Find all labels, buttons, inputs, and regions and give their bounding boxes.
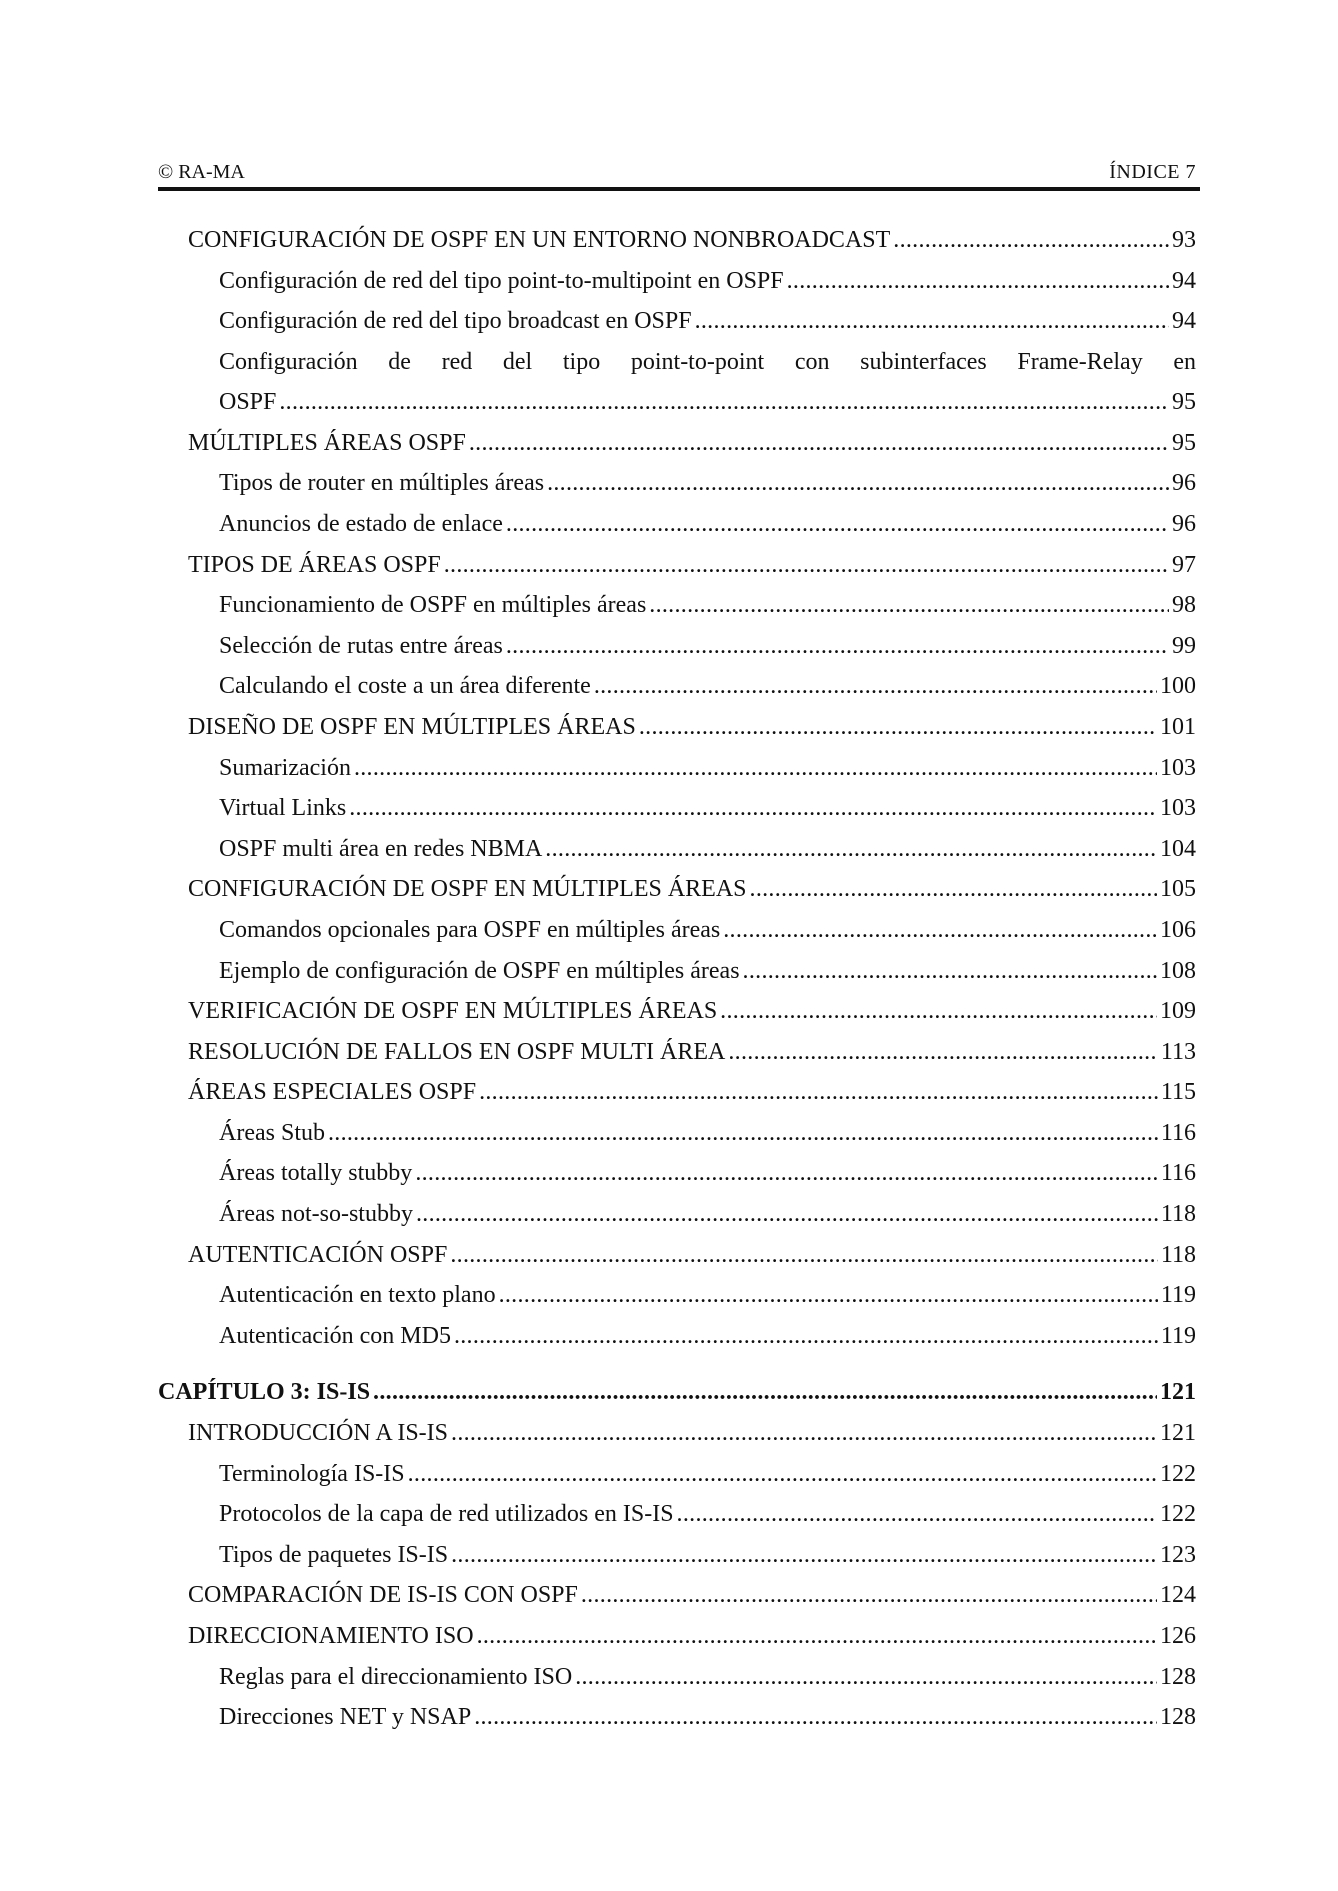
toc-entry[interactable]: [158, 1275, 1196, 1316]
toc-page-number: 94: [1172, 267, 1196, 294]
toc-page-number: 124: [1160, 1582, 1196, 1609]
toc-page-number: 106: [1160, 916, 1196, 943]
dot-leader: [750, 869, 1157, 910]
dot-leader: [547, 463, 1169, 504]
toc-entry[interactable]: [158, 1072, 1196, 1113]
toc-entry-title: Funcionamiento de OSPF en múltiples áreas: [219, 592, 647, 619]
dot-leader: [450, 1235, 1158, 1276]
toc-entry[interactable]: [158, 1153, 1196, 1194]
toc-entry[interactable]: [158, 788, 1196, 829]
dot-leader: [454, 1316, 1158, 1357]
toc-entry[interactable]: [158, 1194, 1196, 1235]
toc-entry-title: Tipos de paquetes IS-IS: [219, 1541, 449, 1568]
toc-entry-title: ÁREAS ESPECIALES OSPF: [188, 1079, 477, 1106]
toc-entry[interactable]: [158, 1413, 1196, 1454]
toc-entry[interactable]: [158, 1697, 1196, 1738]
toc-entry[interactable]: [158, 261, 1196, 302]
toc-page-number: 126: [1160, 1623, 1196, 1649]
toc-entry[interactable]: [158, 220, 1196, 261]
dot-leader: [728, 1032, 1158, 1073]
toc-entry-title: Comandos opcionales para OSPF en múltiples áreas: [219, 916, 721, 943]
toc-entry[interactable]: [158, 1454, 1196, 1495]
dot-leader: [594, 666, 1157, 707]
toc-page-number: 108: [1160, 957, 1196, 984]
dot-leader: [328, 1113, 1158, 1154]
toc-entry[interactable]: [158, 504, 1196, 545]
toc-page-number: 95: [1172, 429, 1196, 456]
toc-entry-title: Áreas not-so-stubby: [219, 1201, 413, 1228]
dot-leader: [499, 1275, 1158, 1316]
toc-entry[interactable]: [158, 423, 1196, 464]
toc-entry-title: Autenticación con MD5: [219, 1322, 451, 1349]
toc-page-number: 96: [1172, 510, 1196, 537]
toc-entry-title: Direcciones NET y NSAP: [219, 1704, 472, 1731]
toc-entry[interactable]: [158, 342, 1196, 423]
toc-page-number: 101: [1160, 713, 1196, 740]
dot-leader: [415, 1153, 1158, 1194]
toc-entry-title: Áreas Stub: [219, 1119, 325, 1146]
dot-leader: [893, 220, 1169, 261]
toc-entry[interactable]: [158, 910, 1196, 951]
toc-entry[interactable]: [158, 748, 1196, 789]
toc-entry-title: Configuración de red del tipo point-to-multipoint en OSPF: [219, 267, 784, 294]
dot-leader: [416, 1194, 1158, 1235]
dot-leader: [451, 1535, 1157, 1576]
dot-leader: [506, 504, 1169, 545]
dot-leader: [349, 788, 1157, 829]
toc-page-number: 118: [1160, 1201, 1196, 1228]
toc-page-number: 122: [1160, 1460, 1196, 1487]
toc-entry[interactable]: [158, 1235, 1196, 1276]
toc-page-number: 115: [1160, 1079, 1196, 1106]
toc-entry-title: OSPF multi área en redes NBMA: [219, 835, 543, 862]
toc-entry-title: Tipos de router en múltiples áreas: [219, 470, 545, 497]
toc-entry-title: Anuncios de estado de enlace: [219, 510, 503, 537]
toc-entry-title: Reglas para el direccionamiento ISO: [219, 1663, 573, 1690]
toc-entry-title: Áreas totally stubby: [219, 1160, 413, 1187]
dot-leader: [787, 261, 1169, 302]
dot-leader: [474, 1697, 1157, 1738]
toc-entry-title: Protocolos de la capa de red utilizados en IS-IS: [219, 1501, 674, 1528]
toc-page-number: 128: [1160, 1704, 1196, 1731]
dot-leader: [677, 1494, 1157, 1535]
toc-page-number: 121: [1160, 1420, 1196, 1447]
dot-leader: [408, 1454, 1157, 1495]
table-of-contents: [158, 220, 1196, 1738]
toc-entry[interactable]: [158, 1616, 1196, 1657]
toc-entry[interactable]: [158, 1494, 1196, 1535]
toc-entry-title: TIPOS DE ÁREAS OSPF: [188, 551, 441, 578]
toc-entry-title: Calculando el coste a un área diferente: [219, 673, 591, 700]
toc-entry-title: CONFIGURACIÓN DE OSPF EN UN ENTORNO NONBROADCAST: [188, 227, 891, 253]
toc-entry-title: Configuración de red del tipo broadcast en OSPF: [219, 308, 692, 335]
toc-entry[interactable]: [158, 1535, 1196, 1576]
toc-entry-title: DISEÑO DE OSPF EN MÚLTIPLES ÁREAS: [188, 713, 636, 740]
toc-entry[interactable]: [158, 869, 1196, 910]
toc-page-number: 119: [1160, 1282, 1196, 1309]
toc-entry-title: RESOLUCIÓN DE FALLOS EN OSPF MULTI ÁREA: [188, 1038, 726, 1065]
toc-entry[interactable]: [158, 707, 1196, 748]
toc-page-number: 113: [1160, 1038, 1196, 1065]
dot-leader: [723, 910, 1157, 951]
toc-entry-title: CAPÍTULO 3: IS-IS: [158, 1379, 371, 1406]
toc-entry[interactable]: [158, 951, 1196, 992]
dot-leader: [639, 707, 1157, 748]
running-header: [158, 159, 1200, 191]
toc-entry-title: CONFIGURACIÓN DE OSPF EN MÚLTIPLES ÁREAS: [188, 876, 747, 903]
dot-leader: [743, 951, 1157, 992]
publisher-label: © RA-MA: [158, 161, 245, 183]
toc-entry[interactable]: [158, 1657, 1196, 1698]
toc-entry[interactable]: [158, 626, 1196, 667]
toc-page-number: 103: [1160, 795, 1196, 822]
dot-leader: [373, 1372, 1157, 1413]
toc-entry-title-line1: Configuración de red del tipo point-to-point con subinterfaces Frame-Relay en: [219, 348, 1196, 375]
dot-leader: [575, 1657, 1157, 1698]
toc-entry[interactable]: [158, 301, 1196, 342]
dot-leader: [545, 829, 1157, 870]
dot-leader: [720, 991, 1157, 1032]
toc-page-number: 121: [1160, 1379, 1196, 1406]
toc-page-number: 100: [1160, 673, 1196, 700]
toc-entry[interactable]: [158, 829, 1196, 870]
toc-entry[interactable]: [158, 585, 1196, 626]
dot-leader: [451, 1413, 1157, 1454]
dot-leader: [469, 423, 1169, 464]
toc-page-number: 97: [1172, 551, 1196, 578]
toc-entry-title: AUTENTICACIÓN OSPF: [188, 1241, 448, 1268]
toc-entry[interactable]: [158, 1113, 1196, 1154]
toc-page-number: 95: [1172, 389, 1196, 416]
toc-entry[interactable]: [158, 1032, 1196, 1073]
dot-leader: [649, 585, 1169, 626]
toc-page-number: 96: [1172, 470, 1196, 497]
toc-entry-title: Selección de rutas entre áreas: [219, 632, 503, 659]
toc-entry-title: Sumarización: [219, 754, 351, 781]
toc-entry[interactable]: [158, 666, 1196, 707]
toc-page-number: 122: [1160, 1501, 1196, 1528]
toc-entry-title: VERIFICACIÓN DE OSPF EN MÚLTIPLES ÁREAS: [188, 998, 718, 1025]
dot-leader: [477, 1616, 1157, 1657]
toc-entry-title: Virtual Links: [219, 795, 347, 822]
toc-page-number: 128: [1160, 1663, 1196, 1690]
dot-leader: [581, 1575, 1157, 1616]
toc-entry[interactable]: [158, 463, 1196, 504]
dot-leader: [506, 626, 1169, 667]
toc-page-number: 119: [1160, 1322, 1196, 1349]
toc-page-number: 99: [1172, 632, 1196, 659]
toc-page-number: 104: [1160, 835, 1196, 862]
dot-leader: [444, 545, 1169, 586]
toc-entry-title: DIRECCIONAMIENTO ISO: [188, 1623, 474, 1649]
dot-leader: [354, 748, 1157, 789]
toc-page-number: 93: [1172, 227, 1196, 253]
dot-leader: [695, 301, 1169, 342]
toc-entry-title: COMPARACIÓN DE IS-IS CON OSPF: [188, 1582, 578, 1609]
dot-leader: [279, 382, 1169, 423]
section-page-label: ÍNDICE 7: [1109, 161, 1196, 183]
toc-entry[interactable]: [158, 545, 1196, 586]
toc-entry[interactable]: [158, 1316, 1196, 1357]
toc-entry[interactable]: [158, 991, 1196, 1032]
toc-page-number: 116: [1160, 1160, 1196, 1187]
toc-entry-title: Autenticación en texto plano: [219, 1282, 496, 1309]
toc-chapter-entry[interactable]: [158, 1372, 1196, 1413]
toc-entry-title: Ejemplo de configuración de OSPF en múltiples áreas: [219, 957, 740, 984]
toc-page-number: 103: [1160, 754, 1196, 781]
toc-entry-title: OSPF: [219, 389, 277, 416]
toc-entry-title: INTRODUCCIÓN A IS-IS: [188, 1420, 449, 1447]
toc-page-number: 105: [1160, 876, 1196, 903]
toc-entry[interactable]: [158, 1575, 1196, 1616]
toc-entry-title: Terminología IS-IS: [219, 1460, 405, 1487]
toc-page-number: 118: [1160, 1241, 1196, 1268]
toc-page-number: 98: [1172, 592, 1196, 619]
dot-leader: [479, 1072, 1158, 1113]
toc-page-number: 94: [1172, 308, 1196, 335]
toc-page-number: 116: [1160, 1119, 1196, 1146]
toc-page-number: 123: [1160, 1541, 1196, 1568]
toc-entry-title: MÚLTIPLES ÁREAS OSPF: [188, 429, 466, 456]
toc-page-number: 109: [1160, 998, 1196, 1025]
